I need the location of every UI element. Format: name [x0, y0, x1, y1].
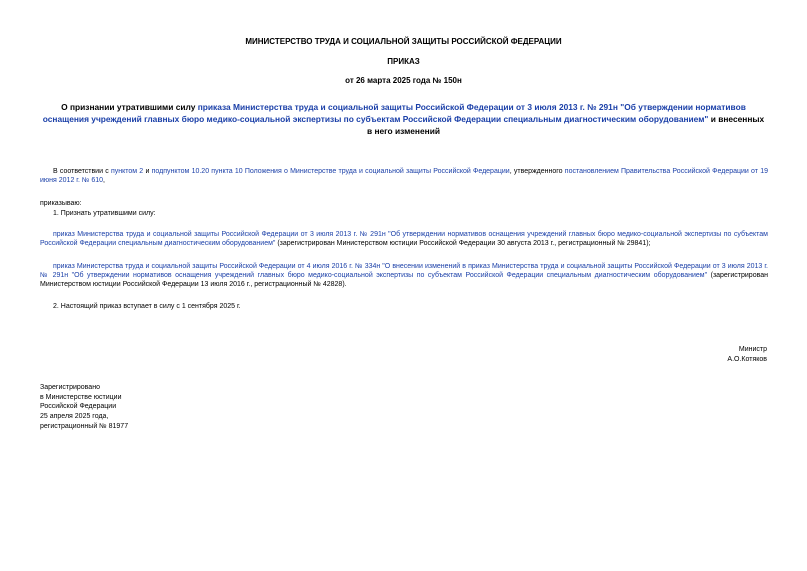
title-prefix: О признании утратившими силу	[61, 102, 198, 112]
item-1b-link[interactable]: приказ Министерства труда и социальной защиты Российской Федерации от 4 июля 2016 г. № 334н "О внесении изменений в приказ Министерства труда и социальной защиты Российской Федерации от 3 июля 2013 г. № 291н "Об утверждении нормативов оснащения учреждений главных бюро медико-социальной экспертизы по субъектам Российской Федерации специальным диагностическим оборудованием"	[40, 263, 768, 280]
document-title	[40, 102, 767, 137]
item-1a-paragraph	[40, 230, 768, 248]
registration-line-1: Зарегистрировано	[40, 384, 100, 391]
title-suffix: и внесенных в него изменений	[366, 113, 765, 136]
registration-line-2: в Министерстве юстиции	[40, 393, 122, 401]
document-date-number: от 26 марта 2025 года № 150н	[345, 76, 462, 85]
registration-line-4: 25 апреля 2025 года,	[40, 412, 109, 420]
preamble-text-2: и	[143, 168, 152, 175]
registration-line-3: Российской Федерации	[40, 403, 117, 411]
signature-name: А.О.Котяков	[727, 356, 767, 363]
item-1b-text: (зарегистрирован Министерством юстиции Российской Федерации 13 июля 2016 г., регистрационный № 42828).	[40, 272, 768, 289]
link-point-2[interactable]: пунктом 2	[110, 168, 144, 175]
item-1-heading: 1. Признать утратившими силу:	[53, 210, 156, 217]
document-type: ПРИКАЗ	[387, 57, 420, 66]
order-word: приказываю:	[40, 200, 82, 207]
item-1a-text: (зарегистрирован Министерством юстиции Российской Федерации 30 августа 2013 г., регистрационный № 29841);	[275, 240, 651, 248]
preamble-text-1: В соответствии с	[53, 168, 111, 175]
item-1a-link[interactable]: приказ Министерства труда и социальной защиты Российской Федерации от 3 июля 2013 г. № 291н "Об утверждении нормативов оснащения учреждений главных бюро медико-социальной экспертизы по субъектам Российской Федерации специальным диагностическим оборудованием"	[40, 231, 768, 248]
item-1b-paragraph	[40, 262, 768, 290]
title-link[interactable]: приказа Министерства труда и социальной защиты Российской Федерации от 3 июля 2013 г. № 291н "Об утверждении нормативов оснащения учреждений главных бюро медико-социальной экспертизы по субъектам Российской Федерации специальным диагностическим оборудованием"	[42, 102, 746, 124]
preamble-text-3: , утвержденного	[509, 168, 565, 175]
item-2-paragraph: 2. Настоящий приказ вступает в силу с 1 сентября 2025 г.	[53, 303, 241, 310]
registration-block	[40, 383, 128, 431]
link-subpoint-10-20[interactable]: подпунктом 10.20 пункта 10 Положения о Министерстве труда и социальной защиты Российской Федерации	[151, 168, 510, 175]
signature-position: Министр	[738, 346, 767, 353]
link-government-resolution[interactable]: постановлением Правительства Российской Федерации от 19 июня 2012 г. № 610	[40, 168, 769, 185]
registration-line-5: регистрационный № 81977	[40, 422, 129, 430]
preamble-text-4: ,	[103, 177, 105, 185]
preamble-paragraph	[40, 167, 768, 185]
ministry-heading: МИНИСТЕРСТВО ТРУДА И СОЦИАЛЬНОЙ ЗАЩИТЫ РОССИЙСКОЙ ФЕДЕРАЦИИ	[245, 37, 562, 46]
